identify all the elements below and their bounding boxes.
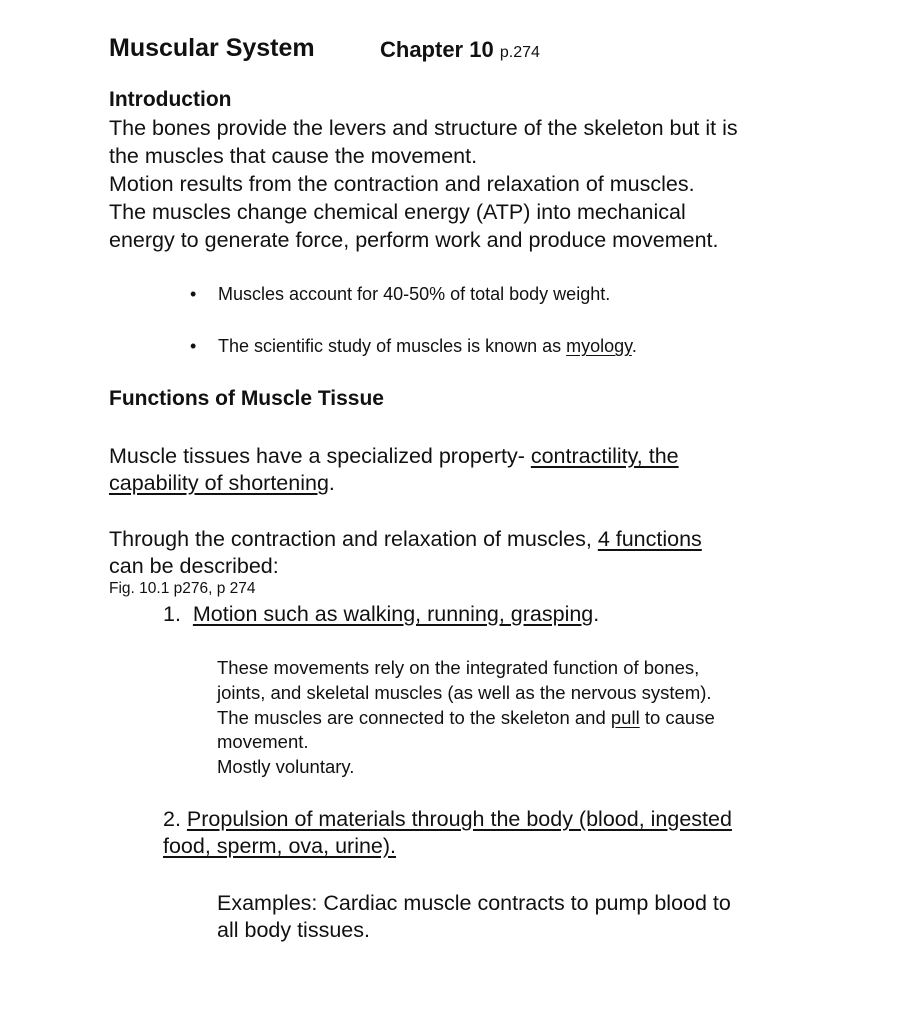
function-item-1 xyxy=(163,602,599,627)
function-item-2-continued xyxy=(163,834,396,859)
page-reference: p.274 xyxy=(499,44,540,61)
myology-term: myology xyxy=(566,336,632,356)
intro-line: The bones provide the levers and structure of the skeleton but it is xyxy=(109,116,738,140)
functions-intro-text: Through the contraction and relaxation of muscles, xyxy=(109,527,598,551)
item-label: Motion such as walking, running, grasping xyxy=(192,602,594,626)
functions-intro-line xyxy=(109,527,702,552)
contractility-term: contractility, the xyxy=(530,444,679,468)
example-line: Examples: Cardiac muscle contracts to pump blood to xyxy=(217,891,731,915)
bullet-dot-icon: • xyxy=(190,284,197,304)
functions-heading: Functions of Muscle Tissue xyxy=(109,387,384,410)
item-number: 2. xyxy=(163,807,181,831)
item-detail: joints, and skeletal muscles (as well as the nervous system). xyxy=(217,682,712,703)
pull-term: pull xyxy=(610,707,640,728)
figure-reference: Fig. 10.1 p276, p 274 xyxy=(109,580,256,597)
introduction-heading: Introduction xyxy=(109,88,232,111)
item-detail: These movements rely on the integrated function of bones, xyxy=(217,657,700,678)
bullet-item xyxy=(190,284,610,305)
item-label: food, sperm, ova, urine). xyxy=(163,834,397,858)
item-suffix: . xyxy=(593,602,600,626)
intro-line: the muscles that cause the movement. xyxy=(109,144,478,168)
chapter-label: Chapter 10 xyxy=(380,37,494,62)
property-line xyxy=(109,444,679,469)
document-title: Muscular System xyxy=(109,34,315,62)
functions-intro-line: can be described: xyxy=(109,554,279,578)
intro-line: The muscles change chemical energy (ATP) into mechanical xyxy=(109,200,686,224)
function-item-2 xyxy=(163,807,732,832)
four-functions-term: 4 functions xyxy=(597,527,702,551)
bullet-text: The scientific study of muscles is known as xyxy=(218,336,567,356)
property-line xyxy=(109,471,335,496)
bullet-dot-icon: • xyxy=(190,336,197,356)
chapter-heading xyxy=(380,37,540,63)
bullet-text: Muscles account for 40-50% of total body weight. xyxy=(218,284,611,304)
item-number: 1. xyxy=(163,602,181,626)
item-label: Propulsion of materials through the body (blood, ingested xyxy=(186,807,732,831)
example-line: all body tissues. xyxy=(217,918,370,942)
item-detail: Mostly voluntary. xyxy=(217,756,355,777)
item-detail xyxy=(217,707,715,729)
intro-line: Motion results from the contraction and relaxation of muscles. xyxy=(109,172,695,196)
item-detail: movement. xyxy=(217,731,309,752)
contractility-definition: capability of shortening xyxy=(109,471,329,495)
intro-line: energy to generate force, perform work and produce movement. xyxy=(109,228,719,252)
property-suffix: . xyxy=(328,471,335,495)
detail-text: to cause xyxy=(639,707,715,728)
property-text: Muscle tissues have a specialized property- xyxy=(109,444,531,468)
bullet-item xyxy=(190,336,637,357)
detail-text: The muscles are connected to the skeleton and xyxy=(217,707,611,728)
bullet-suffix: . xyxy=(631,336,637,356)
